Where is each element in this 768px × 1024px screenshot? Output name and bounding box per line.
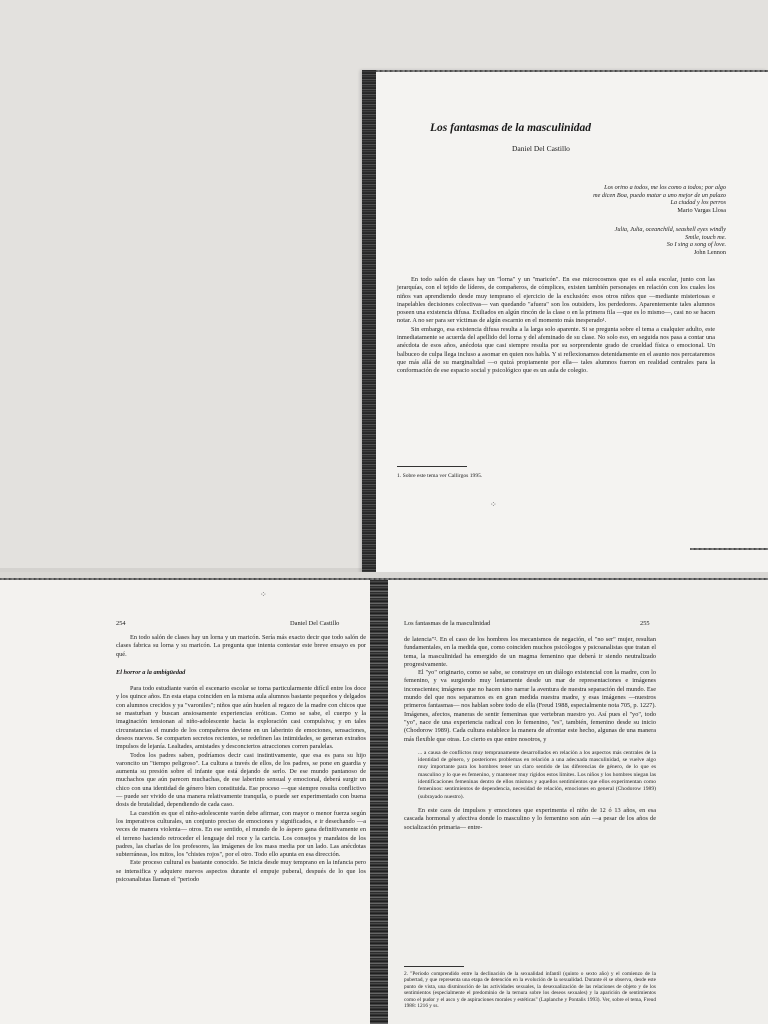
article-author: Daniel Del Castillo (512, 144, 570, 153)
section-heading: El horror a la ambigüedad (116, 668, 186, 676)
footnote: 2. "Periodo comprendido entre la declinación de la sexualidad infantil (quinto o sexto año) y el comienzo de la pubertad, y que representa una etapa de detención en la evolución de la sexualidad. Durante él se observa, desde este punto de vista, una disminución de las actividades sexuales, la desexualización de las relaciones de objeto y de los sentimientos (especialmente el predominio de la ternura sobre los deseos sexuales) y la aparición de sentimientos como el pudor y el asco y de aspiraciones morales y estéticas" (Laplanche y Pontalis 1993). Ver, sobre el tema, Freud 1988: 1216 y ss. (404, 971, 656, 1010)
block-quote: ... a causa de conflictos muy tempranamente desarrollados en relación a los aspectos más centrales de la identidad de género, y posteriores problemas en relación a una adecuada masculinidad, se vuelve algo muy importante para los hombres tener un claro sentido de las diferencias de género, de lo que es masculino y lo que es femenino, y mantener muy rígidos estos límites. Los niños y los hombres niegan las identificaciones femeninas dentro de ellos mismos y aquellos sentimientos que ellos experimentan como femeninos: sentimientos de dependencia, necesidad de relación, emociones en general (Chodorow 1989) (subrayado nuestro). (418, 749, 656, 800)
running-head-left: Daniel Del Castillo (290, 620, 340, 627)
paragraph: Este proceso cultural es bastante conocido. Se inicia desde muy temprano en la infancia pero se intensifica y adquiere nuevos aspectos durante el empuje puberal, después de lo que los psicoanalistas llaman el "periodo (116, 859, 366, 884)
top-page-body (397, 276, 715, 376)
epigraph-lennon: Julia, Julia, oceanchild, seashell eyes windly Smile, touch me. So I sing a song of love. John Lennon (614, 226, 726, 256)
footnote-rule (404, 966, 464, 967)
paragraph: La cuestión es que el niño-adolescente varón debe afirmar, con mayor o menor fuerza según los imperativos culturales, un conjunto preciso de emociones y significados, e ir desechando —a veces de manera violenta— otros. En ese sentido, el mundo de lo áspero gana definitivamente en el terreno haciendo retroceder el lenguaje del roce y la caricia. Los consejos y mandatos de los padres, las charlas de los profesores, las imágenes de los mass media por un lado. Las anécdotas subterráneas, los mitos, los "chistes rojos", por el otro. Todo ello apunta en esa dirección. (116, 809, 366, 859)
book-spine-middle (370, 580, 388, 1024)
paragraph: En este caos de impulsos y emociones que experimenta el niño de 12 ó 13 años, en esa cascada hormonal y afectiva donde lo masculino y lo femenino son aún —a pesar de los años de socialización primaria— entre- (404, 806, 656, 831)
scan-speck: ⁘ (490, 500, 497, 509)
book-spine-top (362, 70, 376, 575)
paragraph: En todo salón de clases hay un lorna y un maricón. Sería más exacto decir que todo salón de clases fabrica su lorna y su maricón. La pregunta que intenta contestar este breve ensayo es por qué. (116, 634, 366, 658)
paragraph: de latencia"². En el caso de los hombres los mecanismos de negación, el "no ser" mujer, resultan fundamentales, en la medida que, como coinciden muchos psicólogos y psicoanalistas que tratan el tema, la masculinidad ha emergido de un magma femenino que deberá ir siendo neutralizado progresivamente. (404, 636, 656, 668)
right-page-body (404, 636, 656, 832)
paragraph: El "yo" originario, como se sabe, se construye en un diálogo existencial con la madre, con lo femenino, y va surgiendo muy lentamente desde un mar de representaciones e imágenes inconscientes; imágenes que no hacen sino narrar la aventura de nuestra separación del mundo. Ese mundo del que nos separamos es en gran medida nuestra madre, y esas imágenes —nuestros primeros fantasmas— nos hablan sobre todo de ella (Freud 1988, especialmente nota 705, p. 1227). Imágenes, afectos, maneras de sentir femeninas que vertebran nuestro yo. Así pues el "yo", todo "yo", nace de una experiencia radical con lo femenino, "es", también, femenino desde su inicio (Chodorow 1989). Cada cultura establece la manera de afrontar este hecho, algunas de una manera más flexible que otras. Lo cierto es que entre nosotros, y (404, 669, 656, 743)
top-page-edge (376, 70, 768, 72)
paragraph: En todo salón de clases hay un "lorna" y un "maricón". En ese microcosmos que es el aula escolar, junto con las jerarquías, con el tejido de líderes, de compañeros, de cómplices, existen también personajes en relación con los cuales los niños van aprendiendo desde muy temprano el ejercicio de la exclusión: esos otros niños que —mediante misteriosas e inapelables decisiones colectivas— van quedando "afuera" son los outsiders, los perdedores. Aparentemente tales alumnos poseen una existencia difusa. Exiliados en algún rincón de la clase o en la primera fila —que es lo mismo—, casi no se hacen notar. A no ser para ser víctimas de algún escarnio en el momento más inesperado¹. (397, 276, 715, 325)
page-number-right: 255 (640, 620, 650, 627)
page-edge-line (690, 548, 768, 550)
scan-speck: ⁘ (260, 590, 267, 599)
running-head-right: Los fantasmas de la masculinidad (404, 620, 491, 627)
paragraph: Para todo estudiante varón el escenario escolar se torna particularmente difícil entre los doce y los quince años. En esta etapa coinciden en la misma aula alumnos bastante pequeños y delgados con alumnos crecidos y ya "varoniles"; niños que aún huelen al regazo de la madre con chicos que se masturban y buscan ansiosamente experiencias eróticas. Como se sabe, el cuerpo y la imaginación tensionan al niño-adolescente hacia la exploración casi compulsiva; y en tales circunstancias el mundo de los compañeros deviene en un laberinto de emociones, sensaciones, deseos nuevos. Se comparten secretos recientes, se redefinen las intimidades, se generan extraños impulsos de lejanía. Lealtades, amistades y desconciertos atracciones corren paralelas. (116, 685, 366, 751)
article-title: Los fantasmas de la masculinidad (430, 122, 592, 134)
page-number-left: 254 (116, 620, 126, 627)
paragraph: Sin embargo, esa existencia difusa resulta a la larga solo aparente. Si se pregunta sobre el tema a cualquier adulto, este inmediatamente se acuerda del apellido del lorna y del afeminado de su clase. No solo eso, en seguida nos pasa a contar una anécdota de esos años, anécdota que casi siempre resulta por su sorprendente grado de crueldad física o emocional. Un balbuceo de culpa llega incluso a asomar en quien nos habla. Y si reflexionamos detenidamente en el asunto nos percataremos que más allá de su marginalidad —o quizá propiamente por ella— tales alumnos fueron en realidad centrales para la conformación de ese espacio social y psicológico que es un aula de colegio. (397, 325, 715, 375)
epigraph-vargas-llosa: Los orino a todos, me los como a todos; por algo me dicen Boa, puedo matar a uno mejor de un palazo La ciudad y los perros Mario Vargas Llosa (593, 184, 726, 214)
left-page-body (116, 634, 366, 1022)
paragraph: Todos los padres saben, podríamos decir casi instintivamente, que esa es para su hijo varoncito un "tiempo peligroso". La cultura a través de ellos, de los padres, se pone en guardia y aumenta su presión sobre el infante que está dejando de serlo. De ese mundo pantanoso de muchachos que aún parecen muchachas, de ese laberinto sensual y emocional, deberá surgir un chico con una identidad de género bien constituida. Ese proceso —que siempre resulta conflictivo— puede ser vivido de una manera relativamente tranquila, o puede ser experimentado con buena dosis de brutalidad, dependiendo de cada caso. (116, 751, 366, 809)
footnote: 1. Sobre este tema ver Callirgos 1995. (397, 473, 483, 479)
footnote-rule (397, 466, 467, 467)
